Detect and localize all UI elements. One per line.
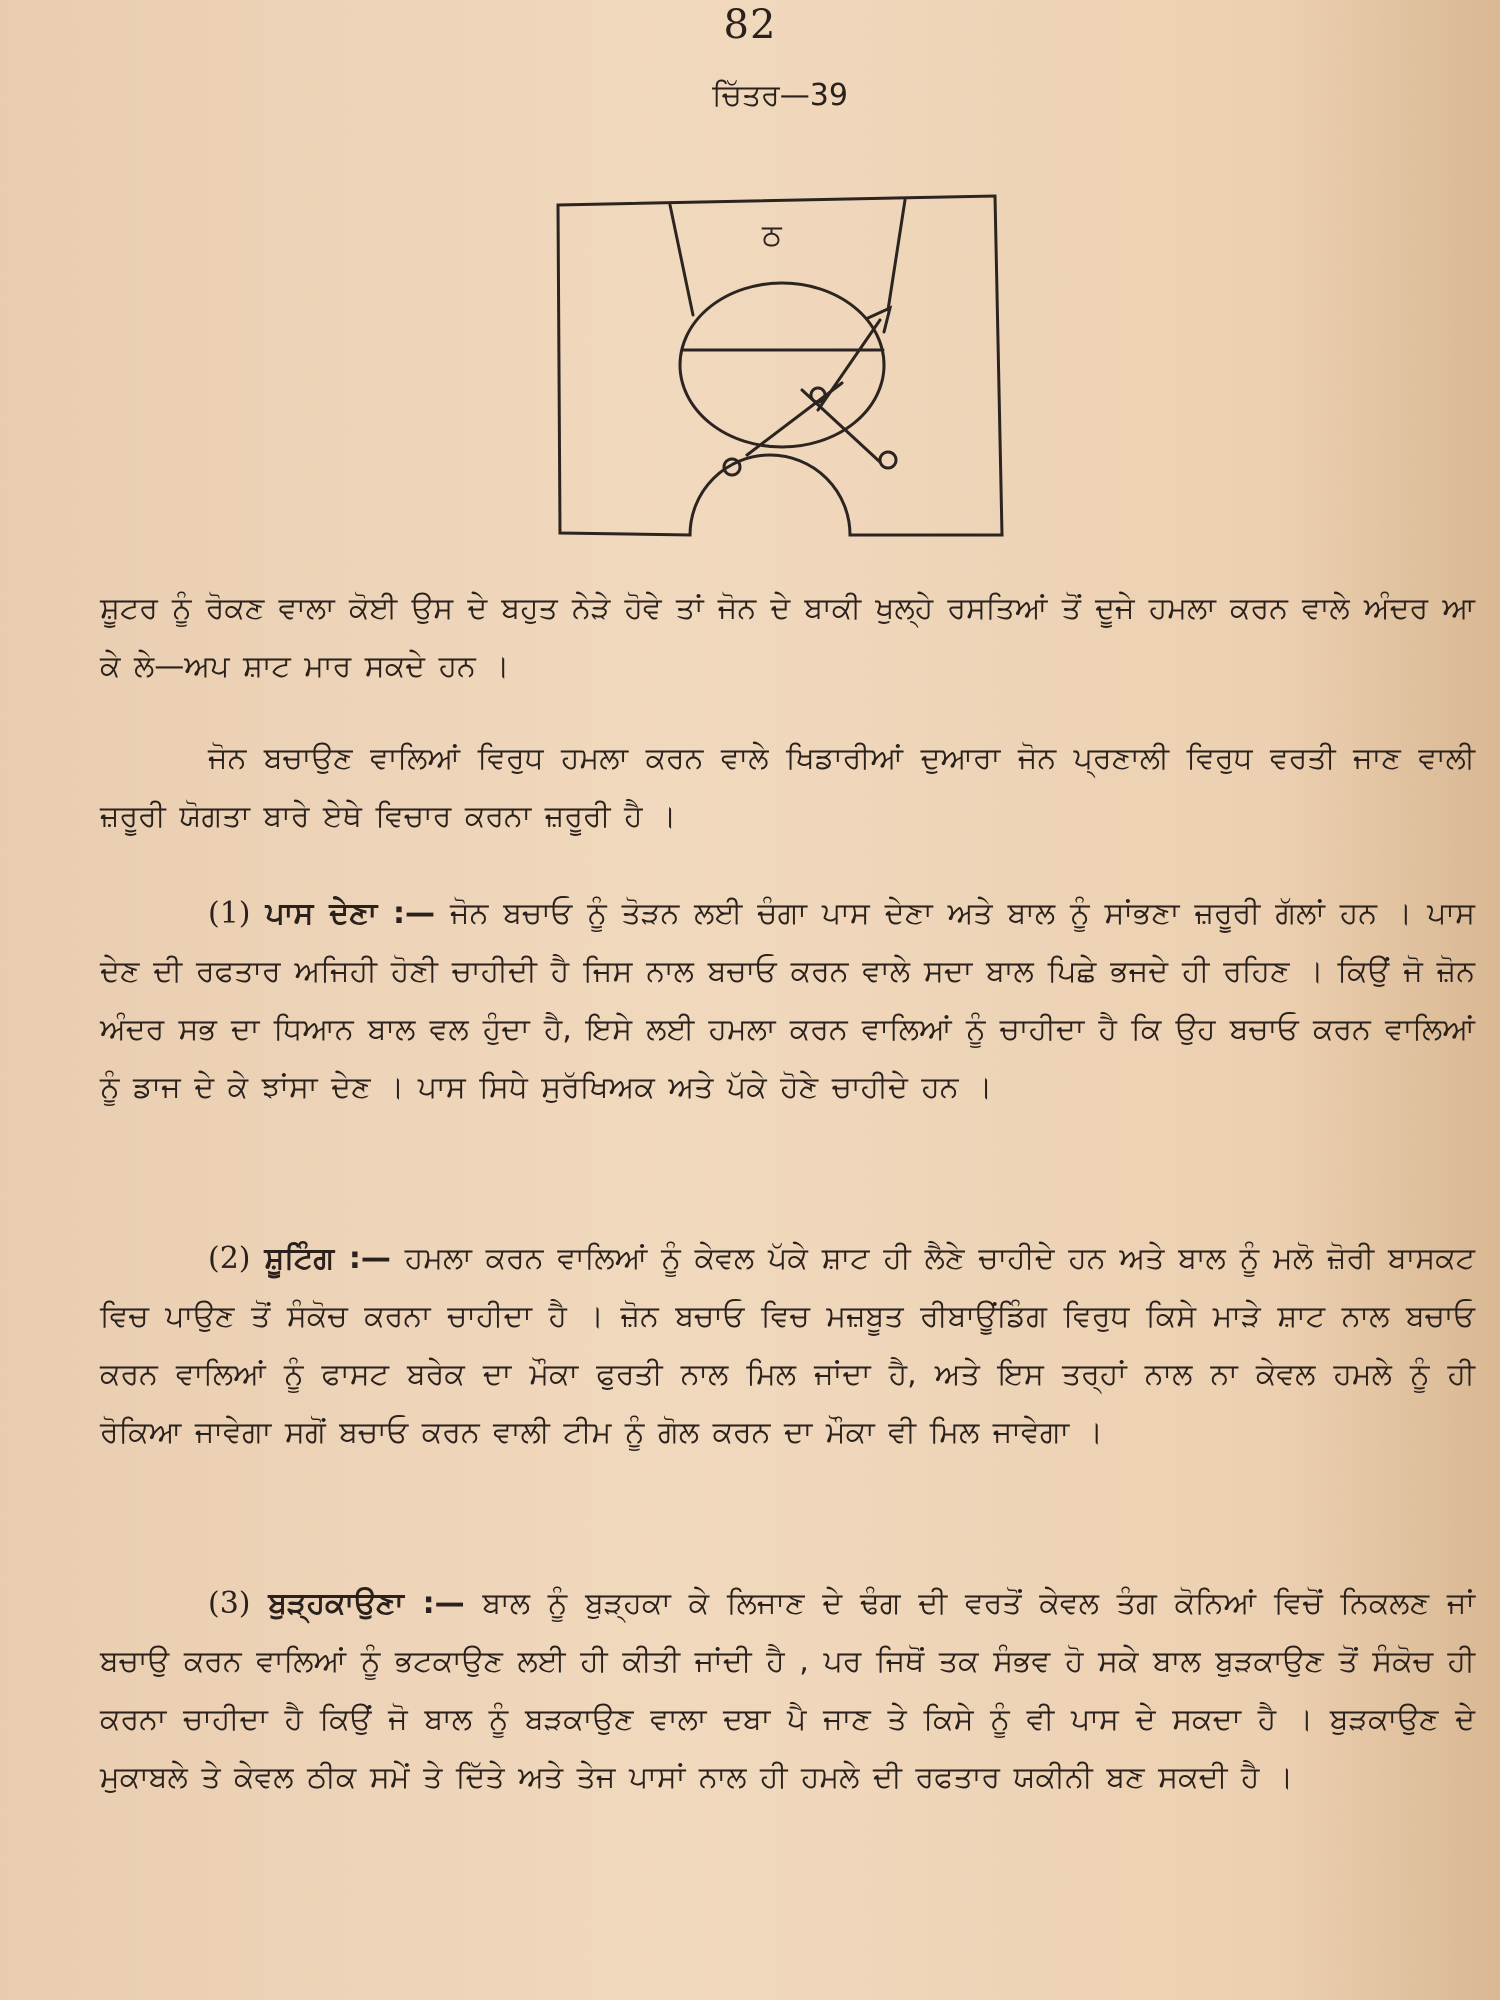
page-number: 82 bbox=[723, 2, 777, 48]
player-mark-right bbox=[880, 452, 896, 468]
lane-line-right bbox=[888, 200, 905, 310]
item-text: ਹਮਲਾ ਕਰਨ ਵਾਲਿਆਂ ਨੂੰ ਕੇਵਲ ਪੱਕੇ ਸ਼ਾਟ ਹੀ ਲੈਣੇ ਚਾਹੀਦੇ ਹਨ ਅਤੇ ਬਾਲ ਨੂੰ ਮਲੋ ਜ਼ੋਰੀ ਬਾਸਕਟ ਵਿਚ ਪਾਉਣ ਤੋਂ ਸੰਕੋਚ ਕਰਨਾ ਚਾਹੀਦਾ ਹੈ । ਜ਼ੋਨ ਬਚਾਓ ਵਿਚ ਮਜ਼ਬੂਤ ਰੀਬਾਊਂਡਿੰਗ ਵਿਰੁਧ ਕਿਸੇ ਮਾੜੇ ਸ਼ਾਟ ਨਾਲ ਬਚਾਓ ਕਰਨ ਵਾਲਿਆਂ ਨੂੰ ਫਾਸਟ ਬਰੇਕ ਦਾ ਮੌਕਾ ਫੁਰਤੀ ਨਾਲ ਮਿਲ ਜਾਂਦਾ ਹੈ, ਅਤੇ ਇਸ ਤਰ੍ਹਾਂ ਨਾਲ ਨਾ ਕੇਵਲ ਹਮਲੇ ਨੂੰ ਹੀ ਰੋਕਿਆ ਜਾਵੇਗਾ ਸਗੋਂ ਬਚਾਓ ਕਰਨ ਵਾਲੀ ਟੀਮ ਨੂੰ ਗੋਲ ਕਰਨ ਦਾ ਮੌਕਾ ਵੀ ਮਿਲ ਜਾਵੇਗਾ । bbox=[100, 1241, 1475, 1450]
paragraph-shooter: ਸ਼ੂਟਰ ਨੂੰ ਰੋਕਣ ਵਾਲਾ ਕੋਈ ਉਸ ਦੇ ਬਹੁਤ ਨੇੜੇ ਹੋਵੇ ਤਾਂ ਜੋਨ ਦੇ ਬਾਕੀ ਖੁਲ੍ਹੇ ਰਸਤਿਆਂ ਤੋਂ ਦੂਜੇ ਹਮਲਾ ਕਰਨ ਵਾਲੇ ਅੰਦਰ ਆ ਕੇ ਲੇ—ਅਪ ਸ਼ਾਟ ਮਾਰ ਸਕਦੇ ਹਨ । bbox=[100, 591, 1475, 684]
court-diagram bbox=[550, 190, 1020, 550]
movement-arrow bbox=[818, 320, 880, 410]
offense-player-label: ਠ bbox=[762, 218, 782, 253]
lane-line-left bbox=[670, 205, 693, 315]
paragraph-passing bbox=[100, 885, 1475, 1117]
item-number: (1) bbox=[208, 896, 251, 931]
cut-path-left bbox=[747, 383, 842, 455]
item-heading: ਪਾਸ ਦੇਣਾ :— bbox=[265, 896, 436, 931]
item-number: (2) bbox=[208, 1241, 251, 1276]
item-number: (3) bbox=[208, 1586, 251, 1621]
figure-caption: ਚਿੱਤਰ—39 bbox=[712, 78, 848, 113]
free-throw-circle bbox=[680, 283, 884, 447]
paragraph-shooting bbox=[100, 1230, 1475, 1462]
item-text: ਬਾਲ ਨੂੰ ਬੁੜ੍ਹਕਾ ਕੇ ਲਿਜਾਣ ਦੇ ਢੰਗ ਦੀ ਵਰਤੋਂ ਕੇਵਲ ਤੰਗ ਕੋਨਿਆਂ ਵਿਚੋਂ ਨਿਕਲਣ ਜਾਂ ਬਚਾਉ ਕਰਨ ਵਾਲਿਆਂ ਨੂੰ ਭਟਕਾਉਣ ਲਈ ਹੀ ਕੀਤੀ ਜਾਂਦੀ ਹੈ , ਪਰ ਜਿਥੋਂ ਤਕ ਸੰਭਵ ਹੋ ਸਕੇ ਬਾਲ ਬੁੜਕਾਉਣ ਤੋਂ ਸੰਕੋਚ ਹੀ ਕਰਨਾ ਚਾਹੀਦਾ ਹੈ ਕਿਉਂ ਜੋ ਬਾਲ ਨੂੰ ਬੜਕਾਉਣ ਵਾਲਾ ਦਬਾ ਪੈ ਜਾਣ ਤੇ ਕਿਸੇ ਨੂੰ ਵੀ ਪਾਸ ਦੇ ਸਕਦਾ ਹੈ । ਬੁੜਕਾਉਣ ਦੇ ਮੁਕਾਬਲੇ ਤੇ ਕੇਵਲ ਠੀਕ ਸਮੇਂ ਤੇ ਦਿੱਤੇ ਅਤੇ ਤੇਜ ਪਾਸਾਂ ਨਾਲ ਹੀ ਹਮਲੇ ਦੀ ਰਫਤਾਰ ਯਕੀਨੀ ਬਣ ਸਕਦੀ ਹੈ । bbox=[100, 1586, 1475, 1795]
item-heading: ਸ਼ੂਟਿੰਗ :— bbox=[264, 1241, 391, 1276]
paragraph-dribbling bbox=[100, 1575, 1475, 1807]
paragraph-zone-defense: ਜੋਨ ਬਚਾਉਣ ਵਾਲਿਆਂ ਵਿਰੁਧ ਹਮਲਾ ਕਰਨ ਵਾਲੇ ਖਿਡਾਰੀਆਂ ਦੁਆਰਾ ਜੋਨ ਪ੍ਰਣਾਲੀ ਵਿਰੁਧ ਵਰਤੀ ਜਾਣ ਵਾਲੀ ਜ਼ਰੂਰੀ ਯੋਗਤਾ ਬਾਰੇ ਏਥੇ ਵਿਚਾਰ ਕਰਨਾ ਜ਼ਰੂਰੀ ਹੈ । bbox=[100, 741, 1475, 834]
item-text: ਜੋਨ ਬਚਾਓ ਨੂੰ ਤੋੜਨ ਲਈ ਚੰਗਾ ਪਾਸ ਦੇਣਾ ਅਤੇ ਬਾਲ ਨੂੰ ਸਾਂਭਣਾ ਜ਼ਰੂਰੀ ਗੱਲਾਂ ਹਨ । ਪਾਸ ਦੇਣ ਦੀ ਰਫਤਾਰ ਅਜਿਹੀ ਹੋਣੀ ਚਾਹੀਦੀ ਹੈ ਜਿਸ ਨਾਲ ਬਚਾਓ ਕਰਨ ਵਾਲੇ ਸਦਾ ਬਾਲ ਪਿਛੇ ਭਜਦੇ ਹੀ ਰਹਿਣ । ਕਿਉਂ ਜੋ ਜ਼ੋਨ ਅੰਦਰ ਸਭ ਦਾ ਧਿਆਨ ਬਾਲ ਵਲ ਹੁੰਦਾ ਹੈ, ਇਸੇ ਲਈ ਹਮਲਾ ਕਰਨ ਵਾਲਿਆਂ ਨੂੰ ਚਾਹੀਦਾ ਹੈ ਕਿ ਉਹ ਬਚਾਓ ਕਰਨ ਵਾਲਿਆਂ ਨੂੰ ਡਾਜ ਦੇ ਕੇ ਝਾਂਸਾ ਦੇਣ । ਪਾਸ ਸਿਧੇ ਸੁਰੱਖਿਅਕ ਅਤੇ ਪੱਕੇ ਹੋਣੇ ਚਾਹੀਦੇ ਹਨ । bbox=[100, 896, 1475, 1105]
item-heading: ਬੁੜ੍ਹਕਾਉਣਾ :— bbox=[268, 1586, 465, 1621]
